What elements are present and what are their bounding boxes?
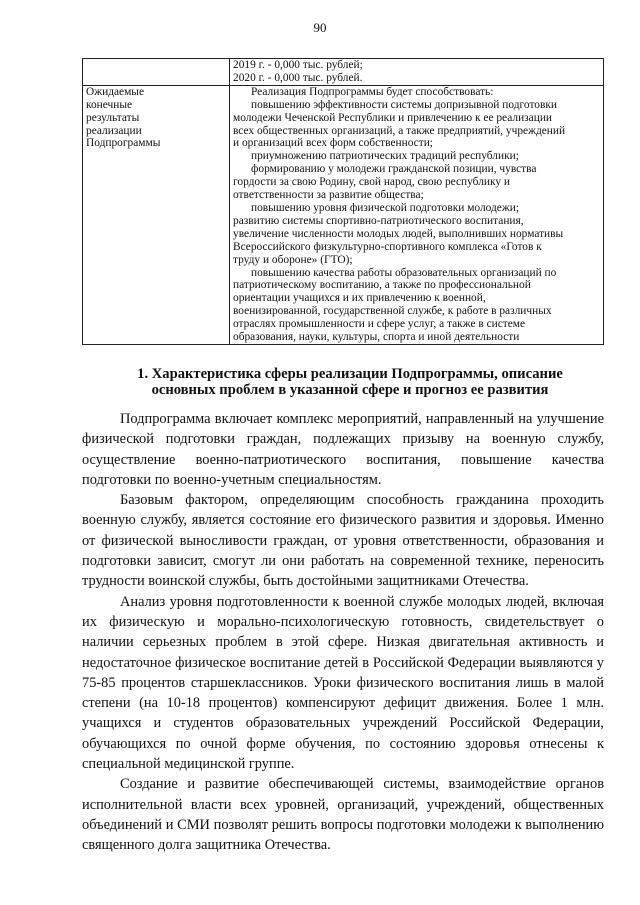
table-row [83,59,604,86]
text-line: повышению уровня физической подготовки молодежи; [251,201,519,214]
passport-table [82,58,604,345]
budget-line: 2020 г. - 0,000 тыс. рублей. [233,71,363,84]
label-cell [83,85,230,344]
label-line: результаты [86,111,140,124]
text-line: ответственности за развитие общества; [233,189,424,202]
page-number: 90 [313,20,327,35]
results-paragraph [233,86,600,99]
text-line: приумножению патриотических традиций республики; [251,150,519,163]
text-line: Всероссийского физкультурно-спортивного комплекса «Готов к [233,240,542,253]
text-line: повышению качества работы образовательных организаций по [251,266,557,279]
label-line: конечные [86,98,133,111]
results-paragraph [233,267,600,344]
label-line: реализации [86,124,142,137]
text-line: отраслях промышленности и сфере услуг, а также в системе [233,318,526,331]
results-cell [230,85,604,344]
body-paragraph: Подпрограмма включает комплекс мероприятий, направленный на улучшение физической подготовки граждан, подлежащих призыву на военную службу, осуществление военно-патриотического воспитания, повышение качества подготовки по военно-учетным специальностям. [82,411,604,488]
text-line: развитию системы спортивно-патриотического воспитания, [233,214,524,227]
text-line: повышению эффективности системы допризывной подготовки [251,98,557,111]
text-line: Реализация Подпрограммы будет способствовать: [251,85,494,98]
body-paragraph: Создание и развитие обеспечивающей системы, взаимодействие органов исполнительной власти всех уровней, организаций, учреждений, общественных объединений и СМИ позволят решить вопросы подготовки молодежи к выполнению священного долга защитника Отечества. [82,776,604,854]
label-line: Ожидаемые [86,85,145,98]
results-paragraph [233,163,600,202]
results-paragraph [233,99,600,151]
text-line: труду и обороне» (ГТО); [233,253,353,266]
text-line: всех общественных организаций, а также предприятий, учреждений [233,124,566,137]
text-line: военизированной, государственной службе, к работе в различных [233,305,552,318]
table-cell-empty [83,59,230,86]
text-line: патриотическому воспитанию, а также по профессиональной [233,279,531,292]
table-row [83,85,604,344]
body-paragraph: Анализ уровня подготовленности к военной службе молодых людей, включая их физическую и морально-психологическую готовность, свидетельствует о наличии серьезных проблем в этой сфере. Низкая двигательная активность и недостаточное физическое воспитание детей в Российской Федерации выявляются у 75-85 процентов старшеклассников. Уроки физического воспитания лишь в малой степени (на 10-18 процентов) компенсируют дефицит движения. Более 1 млн. учащихся и студентов образовательных учреждений Российской Федерации, обучающихся по очной форме обучения, по состоянию здоровья отнесены к специальной медицинской группе. [82,593,604,773]
text-line: формированию у молодежи гражданской позиции, чувства [251,163,537,176]
heading-line: 1. Характеристика сферы реализации Подпрограммы, описание [137,366,563,382]
text-line: молодежи Чеченской Республики и привлечению к ее реализации [233,111,553,124]
body-paragraph: Базовым фактором, определяющим способность гражданина проходить военную службу, является состояние его физического развития и здоровья. Именно от физической выносливости граждан, от уровня ответственности, образования и подготовки зависит, смогут ли они работать на современной технике, переносить трудности воинской службы, быть достойными защитниками Отечества. [82,492,604,590]
text-line: и организаций всех форм собственности; [233,137,433,150]
results-paragraph [233,202,600,267]
label-line: Подпрограммы [86,137,161,150]
section-heading [110,366,590,398]
section-body [82,409,604,856]
text-line: гордости за свою Родину, свой народ, свою республику и [233,176,510,189]
text-line: ориентации учащихся и их привлечению к военной, [233,292,486,305]
budget-line: 2019 г. - 0,000 тыс. рублей; [233,59,363,71]
text-line: увеличение численности молодых людей, выполнивших нормативы [233,227,564,240]
text-line: образования, науки, культуры, спорта и иной деятельности [233,331,520,344]
heading-line: основных проблем в указанной сфере и прогноз ее развития [151,382,549,398]
results-paragraph [233,150,600,163]
budget-cell [230,59,604,86]
